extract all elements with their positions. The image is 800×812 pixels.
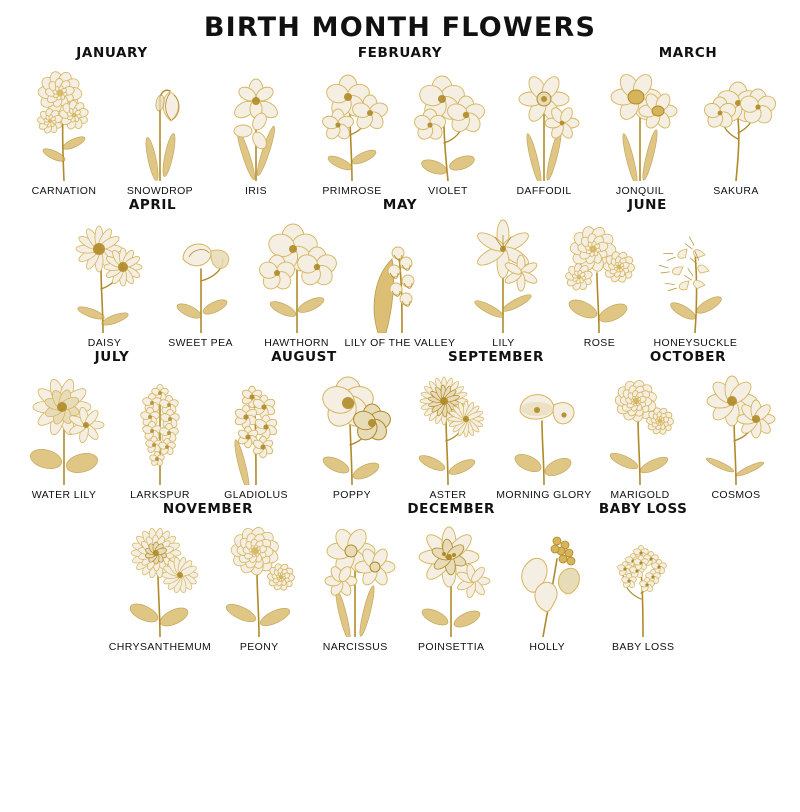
rose-illustration <box>551 215 647 333</box>
flower-item <box>592 63 688 197</box>
month-group-july <box>16 349 208 501</box>
flower-caption: PRIMROSE <box>322 185 382 197</box>
flower-item <box>496 367 592 501</box>
flower-item <box>304 367 400 501</box>
flower-caption: MORNING GLORY <box>496 489 592 501</box>
gladiolus-illustration <box>208 367 304 485</box>
honeysuckle-illustration <box>647 215 743 333</box>
flower-item <box>109 519 211 653</box>
jonquil-illustration <box>592 63 688 181</box>
lily-illustration <box>455 215 551 333</box>
flower-item <box>455 215 551 349</box>
month-title: JANUARY <box>76 45 148 61</box>
flower-item <box>345 215 456 349</box>
flower-item <box>647 215 743 349</box>
month-group-june <box>551 197 743 349</box>
flower-item <box>208 63 304 197</box>
primrose-illustration <box>304 63 400 181</box>
flower-caption: DAFFODIL <box>516 185 572 197</box>
poppy-illustration <box>304 367 400 485</box>
month-title: APRIL <box>128 197 177 213</box>
flower-caption: PEONY <box>239 641 279 653</box>
month-title: DECEMBER <box>407 501 496 517</box>
month-group-october <box>592 349 784 501</box>
month-flowers <box>551 215 743 349</box>
cosmos-illustration <box>688 367 784 485</box>
flower-caption: HOLLY <box>529 641 566 653</box>
flower-item <box>400 63 496 197</box>
flower-caption: CHRYSANTHEMUM <box>108 641 212 653</box>
flower-item <box>249 215 345 349</box>
month-flowers <box>16 63 208 197</box>
month-group-january <box>16 45 208 197</box>
flower-item <box>595 519 691 653</box>
babys-breath-illustration <box>595 519 691 637</box>
daisy-illustration <box>57 215 153 333</box>
month-flowers <box>208 367 400 501</box>
flower-item <box>551 215 647 349</box>
flower-item <box>592 367 688 501</box>
flower-row <box>0 45 800 197</box>
month-title: MAY <box>382 197 418 213</box>
month-title: JULY <box>94 349 130 365</box>
month-group-september <box>400 349 592 501</box>
hawthorn-illustration <box>249 215 345 333</box>
flower-item <box>57 215 153 349</box>
violet-illustration <box>400 63 496 181</box>
month-title: JUNE <box>627 197 667 213</box>
flower-caption: DAISY <box>87 337 122 349</box>
flower-item <box>112 63 208 197</box>
flower-row <box>0 197 800 349</box>
flower-caption: BABY LOSS <box>612 641 675 653</box>
month-title: OCTOBER <box>649 349 727 365</box>
flower-item <box>688 63 784 197</box>
flower-caption: NARCISSUS <box>322 641 388 653</box>
month-group-november <box>109 501 307 653</box>
sweet-pea-illustration <box>153 215 249 333</box>
flower-caption: LARKSPUR <box>130 489 190 501</box>
month-group-baby-loss <box>595 501 691 653</box>
flower-caption: HONEYSUCKLE <box>653 337 738 349</box>
month-group-april <box>57 197 249 349</box>
water-lily-illustration <box>16 367 112 485</box>
flower-caption: POINSETTIA <box>418 641 485 653</box>
flower-caption: GLADIOLUS <box>224 489 288 501</box>
flower-item <box>16 367 112 501</box>
flower-caption: SWEET PEA <box>168 337 233 349</box>
morning-glory-illustration <box>496 367 592 485</box>
flower-caption: SNOWDROP <box>126 185 194 197</box>
flower-item <box>304 63 400 197</box>
month-group-march <box>592 45 784 197</box>
flower-item <box>400 367 496 501</box>
month-title: BABY LOSS <box>598 501 688 517</box>
flower-caption: ASTER <box>429 489 467 501</box>
month-flowers <box>595 519 691 653</box>
poster <box>0 12 800 812</box>
month-title: MARCH <box>658 45 718 61</box>
flower-item <box>496 63 592 197</box>
flower-item <box>211 519 307 653</box>
month-flowers <box>249 215 552 349</box>
flower-item <box>153 215 249 349</box>
peony-illustration <box>211 519 307 637</box>
month-title: FEBRUARY <box>357 45 443 61</box>
month-group-may <box>249 197 552 349</box>
poinsettia-illustration <box>403 519 499 637</box>
month-flowers <box>400 367 592 501</box>
month-title: NOVEMBER <box>162 501 254 517</box>
holly-illustration <box>499 519 595 637</box>
flower-caption: LILY OF THE VALLEY <box>344 337 456 349</box>
flower-item <box>499 519 595 653</box>
flower-rows <box>0 45 800 653</box>
month-flowers <box>592 63 784 197</box>
month-flowers <box>307 519 595 653</box>
flower-caption: SAKURA <box>713 185 759 197</box>
larkspur-illustration <box>112 367 208 485</box>
month-flowers <box>57 215 249 349</box>
month-flowers <box>109 519 307 653</box>
flower-item <box>403 519 499 653</box>
flower-item <box>688 367 784 501</box>
month-flowers <box>208 63 592 197</box>
flower-caption: COSMOS <box>711 489 761 501</box>
lily-of-the-valley-illustration <box>352 215 448 333</box>
carnation-illustration <box>16 63 112 181</box>
month-group-august <box>208 349 400 501</box>
month-group-december <box>307 501 595 653</box>
daffodil-illustration <box>496 63 592 181</box>
flower-caption: IRIS <box>244 185 268 197</box>
flower-caption: CARNATION <box>31 185 97 197</box>
iris-illustration <box>208 63 304 181</box>
month-title: AUGUST <box>271 349 337 365</box>
flower-row <box>0 349 800 501</box>
month-flowers <box>592 367 784 501</box>
chrysanthemum-illustration <box>112 519 208 637</box>
month-title: SEPTEMBER <box>447 349 544 365</box>
flower-caption: JONQUIL <box>615 185 665 197</box>
flower-item <box>208 367 304 501</box>
flower-caption: HAWTHORN <box>264 337 329 349</box>
flower-item <box>307 519 403 653</box>
flower-caption: MARIGOLD <box>610 489 670 501</box>
snowdrop-illustration <box>112 63 208 181</box>
flower-caption: ROSE <box>583 337 616 349</box>
month-flowers <box>16 367 208 501</box>
sakura-illustration <box>688 63 784 181</box>
flower-item <box>112 367 208 501</box>
narcissus-illustration <box>307 519 403 637</box>
flower-caption: LILY <box>492 337 515 349</box>
flower-item <box>16 63 112 197</box>
flower-caption: WATER LILY <box>31 489 97 501</box>
marigold-illustration <box>592 367 688 485</box>
flower-caption: VIOLET <box>428 185 468 197</box>
flower-caption: POPPY <box>332 489 372 501</box>
page-title: BIRTH MONTH FLOWERS <box>203 12 597 43</box>
flower-row <box>0 501 800 653</box>
month-group-february <box>208 45 592 197</box>
aster-illustration <box>400 367 496 485</box>
